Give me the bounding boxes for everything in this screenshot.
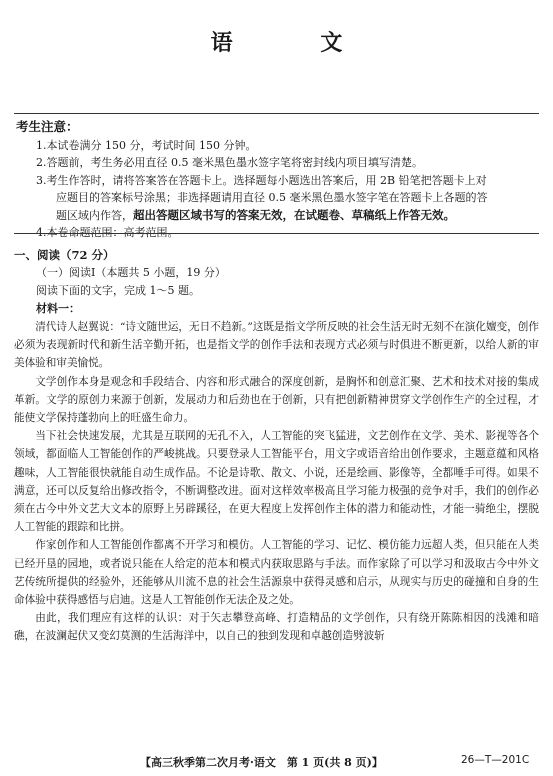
exam-title: 语 文	[210, 30, 383, 56]
footer-exam-code: 26—T—201C	[461, 754, 530, 766]
notice-item-2: 2.答题前，考生务必用直径 0.5 毫米黑色墨水签字笔将密封线内项目填写清楚。	[36, 156, 423, 169]
footer-page-info: 【高三秋季第二次月考·语文 第 1 页(共 8 页)】	[140, 756, 383, 769]
paragraph-4: 作家创作和人工智能创作都离不开学习和模仿。人工智能的学习、记忆、模仿能力远超人类，但只能在人类已经开垦的园地，或者说只能在人给定的范本和模式内获取思路与手法。而作家除了可以学习和汲取古今中外文艺传统所提供的经验外，还能够从川流不息的社会生活源泉中获得灵感和启示，从现实与历史的碰撞和自身的生命体验中获得感悟与启迪。这是人工智能创作无法企及之处。	[14, 539, 539, 607]
paragraph-5: 由此，我们理应有这样的认识：对于矢志攀登高峰、打造精品的文学创作，只有绕开陈陈相因的浅滩和暗礁，在波澜起伏又变幻莫测的生活海洋中，以自己的独到发现和卓越创造劈波斩	[14, 612, 539, 643]
notice-top-rule	[14, 113, 539, 114]
notice-item-3-warning: 超出答题区域书写的答案无效，在试题卷、草稿纸上作答无效。	[133, 207, 455, 222]
notice-heading: 考生注意：	[16, 119, 79, 134]
instruction: 阅读下面的文字，完成 1～5 题。	[36, 284, 200, 297]
candidate-notice	[16, 118, 541, 242]
notice-bottom-rule	[14, 233, 539, 234]
notice-item-3-plain: 题区域内作答，	[56, 208, 133, 222]
paragraph-3: 当下社会快速发展，尤其是互联网的无孔不入，人工智能的突飞猛进，文艺创作在文学、美术、影视等各个领域，都面临人工智能创作的严峻挑战。只要登录人工智能平台，用文字或语音给出创作要求，主题意蕴和风格趣味，人工智能很快就能自动生成作品。不论是诗歌、散文、小说，还是绘画、影像等，全都唾手可得。如果不满意，还可以反复给出修改指令，不断调整改进。面对这样效率极高且学习能力极强的竞争对手，我们的创作必须在古今中外文艺大文本的原野上另辟蹊径，在更大程度上发挥创作主体的潜力和能动性，才能一骑绝尘，摆脱人工智能的跟踪和比拼。	[14, 430, 539, 534]
reading-section	[14, 242, 539, 646]
notice-item-4: 4.本卷命题范围：高考范围。	[36, 226, 179, 239]
material-label: 材料一：	[36, 302, 80, 315]
paragraph-2: 文学创作本身是观念和手段结合、内容和形式融合的深度创新，是胸怀和创意汇聚、艺术和技术对接的集成革新。文学的原创力来源于创新，发展动力和后劲也在于创新，只有把创新精神贯穿文学创作生产的全过程，才能使文学保持蓬勃向上的旺盛生命力。	[14, 375, 539, 425]
notice-item-3-line-2: 应题目的答案标号涂黑；非选择题请用直径 0.5 毫米黑色墨水签字笔在答题卡上各题的答	[56, 191, 488, 204]
section-heading: 一、阅读（72 分）	[14, 248, 115, 262]
notice-item-3: 3.考生作答时，请将答案答在答题卡上。选择题每小题选出答案后，用 2B 铅笔把答题卡上对	[36, 173, 487, 187]
sub-heading: （一）阅读Ⅰ（本题共 5 小题，19 分）	[36, 266, 226, 279]
notice-item-3-line-3	[16, 207, 541, 225]
paragraph-1: 清代诗人赵翼说：“诗文随世运，无日不趋新。”这既是指文学所反映的社会生活无时无刻不在演化嬗变，创作必须为表现新时代和新生活辛勤开拓，也是指文学的创作手法和表现方式必须与时俱进不断更新，以给人新的审美体验和审美愉悦。	[14, 321, 539, 370]
page-footer	[0, 754, 553, 772]
notice-item-1: 1.本试卷满分 150 分，考试时间 150 分钟。	[36, 138, 257, 152]
